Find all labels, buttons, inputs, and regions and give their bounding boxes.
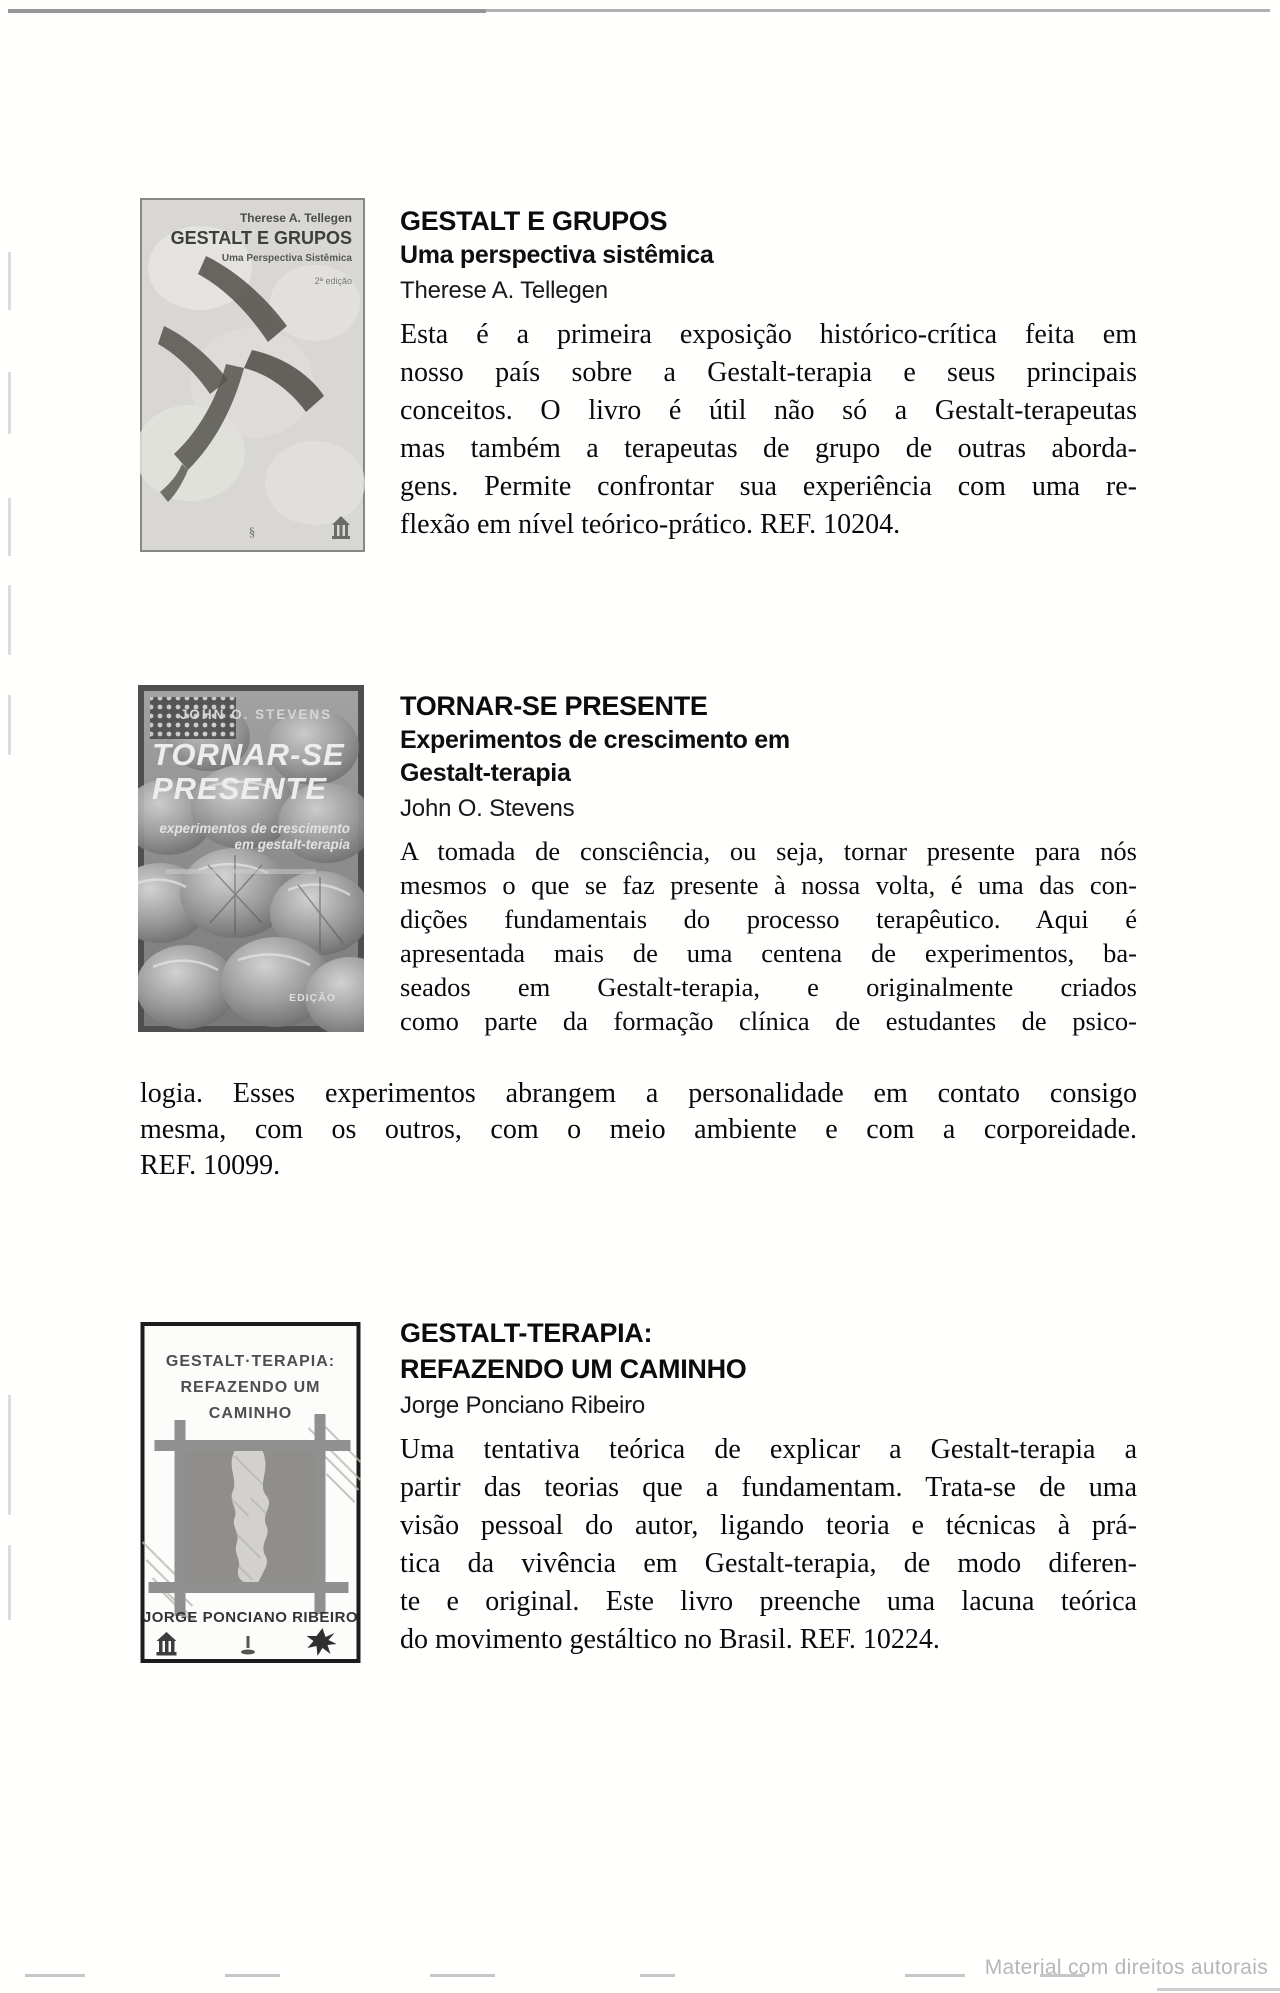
description-line: mesmos o que se faz presente à nossa volta, é uma das con- <box>400 870 1137 900</box>
book-description <box>400 834 1137 1038</box>
scan-bottom-dash <box>430 1974 495 1977</box>
cover-title-line2: REFAZENDO UM <box>180 1379 321 1396</box>
book-cover-art <box>138 685 364 1032</box>
scan-bottom-line <box>1157 1988 1280 1991</box>
cover-title-line3: CAMINHO <box>208 1405 293 1422</box>
cover-author-text: JOHN O. STEVENS <box>179 707 333 722</box>
cover-subtitle-text: Uma Perspectiva Sistêmica <box>221 253 352 264</box>
book-subtitle-line1: Experimentos de crescimento em <box>400 726 790 754</box>
book-title: GESTALT E GRUPOS <box>400 206 668 236</box>
description-line: A tomada de consciência, ou seja, tornar presente para nós <box>400 836 1137 866</box>
description-line: mesma, com os outros, com o meio ambiente e com a corporeidade. <box>140 1114 1137 1145</box>
description-line: dições fundamentais do processo terapêutico. Aqui é <box>400 904 1137 934</box>
book-entry-2-continuation <box>140 1076 1137 1184</box>
book-title: TORNAR-SE PRESENTE <box>400 691 708 721</box>
book-cover-art <box>140 1322 361 1663</box>
book-description <box>400 1431 1137 1659</box>
description-line: Uma tentativa teórica de explicar a Gestalt-terapia a <box>400 1434 1137 1465</box>
book-cover-refazendo-um-caminho <box>140 1322 361 1663</box>
cover-title-text: GESTALT E GRUPOS <box>170 228 352 248</box>
cover-author-text: JORGE PONCIANO RIBEIRO <box>142 1609 359 1626</box>
scan-edge-mark <box>8 1395 11 1515</box>
copyright-watermark: Material com direitos autorais <box>984 1956 1268 1979</box>
publisher-mark-icon: § <box>248 524 256 539</box>
book-cover-art <box>140 198 365 552</box>
scan-bottom-dash <box>25 1974 85 1977</box>
scan-bottom-dash <box>905 1974 965 1977</box>
cover-small-text-bar <box>166 869 316 874</box>
book-subtitle: Uma perspectiva sistêmica <box>400 241 714 269</box>
book-author: Jorge Ponciano Ribeiro <box>400 1392 646 1419</box>
description-line: como parte da formação clínica de estudantes de psico- <box>400 1006 1137 1036</box>
scan-edge-mark <box>8 252 11 310</box>
scan-bottom-dash <box>640 1974 675 1977</box>
book-title-line2: REFAZENDO UM CAMINHO <box>400 1354 747 1384</box>
description-line: apresentada mais de uma centena de experimentos, ba- <box>400 938 1137 968</box>
description-line: tica da vivência em Gestalt-terapia, de modo diferen- <box>400 1548 1137 1579</box>
description-line: mas também a terapeutas de grupo de outras aborda- <box>400 433 1137 464</box>
book-subtitle-line2: Gestalt-terapia <box>400 759 571 787</box>
book-title-line1: GESTALT-TERAPIA: <box>400 1318 653 1348</box>
book-author: Therese A. Tellegen <box>400 277 608 304</box>
description-line: te e original. Este livro preenche uma lacuna teórica <box>400 1586 1137 1617</box>
book-cover-gestalt-e-grupos <box>140 198 365 552</box>
book-cover-tornar-se-presente <box>138 685 364 1032</box>
book-description <box>400 316 1137 544</box>
scan-bottom-dash <box>225 1974 280 1977</box>
book-author: John O. Stevens <box>400 795 575 822</box>
description-line: Esta é a primeira exposição histórico-crítica feita em <box>400 319 1137 350</box>
cover-author-text: Therese A. Tellegen <box>239 211 352 225</box>
book-entry-3 <box>400 1315 1137 1659</box>
scan-edge-mark <box>8 498 11 556</box>
cover-edition-text: 2ª edição <box>314 276 352 286</box>
description-line: visão pessoal do autor, ligando teoria e técnicas à prá- <box>400 1510 1137 1541</box>
book-entry-2 <box>400 688 1137 1038</box>
cover-subtitle-line1: experimentos de crescimento <box>159 821 350 836</box>
cover-subtitle-line2: em gestalt-terapia <box>234 837 350 852</box>
description-line: REF. 10099. <box>140 1150 281 1181</box>
scan-top-line-dark <box>8 9 486 13</box>
book-entry-1 <box>400 203 1137 544</box>
cover-edition-text: EDIÇÃO <box>289 992 336 1004</box>
description-line: conceitos. O livro é útil não só a Gestalt-terapeutas <box>400 395 1137 426</box>
scan-edge-mark <box>8 585 11 655</box>
description-line: logia. Esses experimentos abrangem a personalidade em contato consigo <box>140 1078 1137 1109</box>
description-line: gens. Permite confrontar sua experiência com uma re- <box>400 471 1137 502</box>
scan-edge-mark <box>8 372 11 434</box>
description-line: do movimento gestáltico no Brasil. REF. 10224. <box>400 1624 940 1655</box>
cover-title-line1: TORNAR-SE <box>152 737 345 772</box>
cover-title-line1: GESTALT·TERAPIA: <box>165 1353 336 1370</box>
scan-edge-mark <box>8 1545 11 1620</box>
description-line: seados em Gestalt-terapia, e originalmente criados <box>400 972 1137 1002</box>
scan-edge-mark <box>8 695 11 755</box>
description-line: nosso país sobre a Gestalt-terapia e seus principais <box>400 357 1137 388</box>
description-line: partir das teorias que a fundamentam. Trata-se de uma <box>400 1472 1137 1503</box>
description-line: flexão em nível teórico-prático. REF. 10204. <box>400 509 901 540</box>
cover-title-line2: PRESENTE <box>152 771 328 806</box>
